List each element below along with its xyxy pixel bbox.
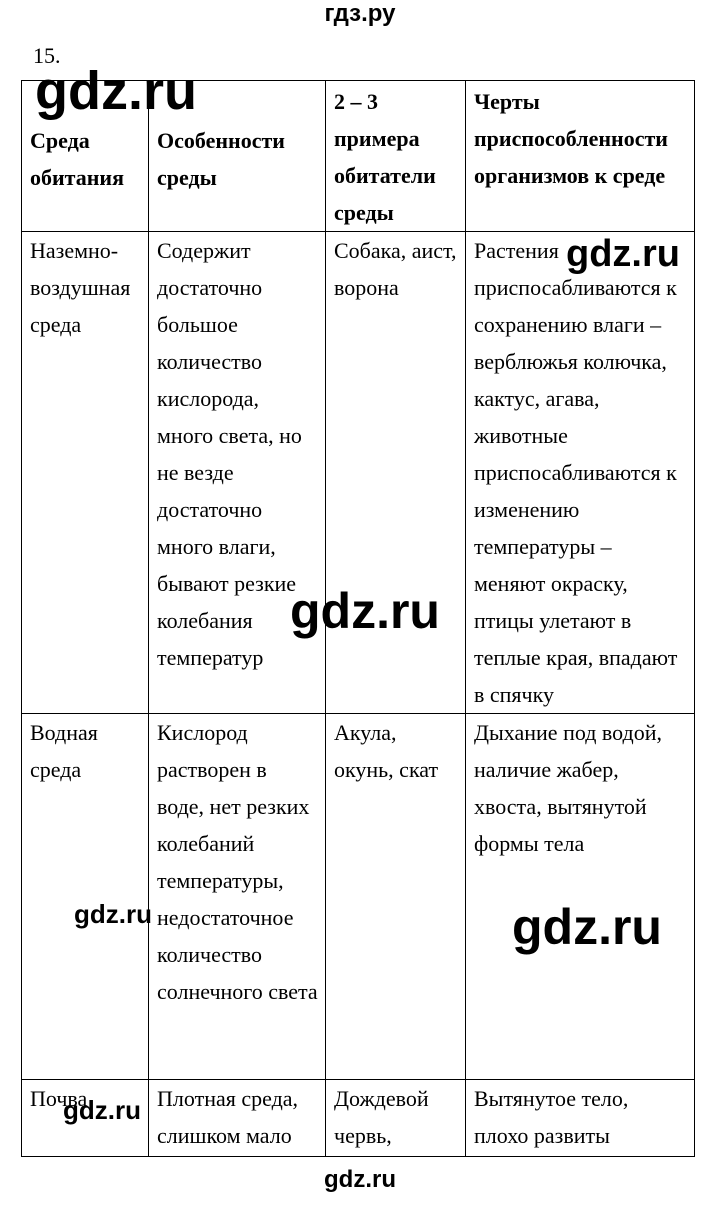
cell-features: Кислород растворен в воде, нет резких колебаний температуры, недостаточное количество солнечного света [149, 714, 326, 1080]
table-row [22, 1080, 695, 1157]
cell-adaptations: Дыхание под водой, наличие жабер, хвоста, вытянутой формы тела [466, 714, 695, 1080]
cell-examples: Собака, аист, ворона [326, 232, 466, 714]
site-header: гдз.ру [324, 0, 396, 27]
cell-features: Плотная среда, слишком мало [149, 1080, 326, 1157]
cell-adaptations: Вытянутое тело, плохо развиты [466, 1080, 695, 1157]
cell-examples: Дождевой червь, [326, 1080, 466, 1157]
header-adaptations: Черты приспособленности организмов к среде [466, 81, 695, 232]
header-features: Особенности среды [149, 81, 326, 232]
cell-adaptations: Растения приспосабливаются к сохранению влаги – верблюжья колючка, кактус, агава, животные приспосабливаются к изменению температуры – меняют окраску, птицы улетают в теплые края, впадают в спячку [466, 232, 695, 714]
cell-features: Содержит достаточно большое количество кислорода, много света, но не везде достаточно много влаги, бывают резкие колебания температур [149, 232, 326, 714]
watermark: gdz.ru [63, 1095, 141, 1125]
task-number: 15. [33, 43, 61, 68]
cell-habitat: Водная среда [22, 714, 149, 1080]
table-row [22, 714, 695, 1080]
table-header-row [22, 81, 695, 232]
watermark: gdz.ru [35, 61, 197, 121]
habitat-table [21, 80, 695, 1157]
watermark: gdz.ru [566, 233, 680, 275]
cell-examples: Акула, окунь, скат [326, 714, 466, 1080]
cell-habitat: Наземно-воздушная среда [22, 232, 149, 714]
watermark: gdz.ru [512, 899, 662, 955]
header-habitat: Среда обитания [22, 81, 149, 232]
watermark: gdz.ru [290, 583, 440, 639]
site-footer: gdz.ru [324, 1166, 396, 1193]
table-row [22, 232, 695, 714]
header-examples: 2 – 3 примера обитатели среды [326, 81, 466, 232]
watermark: gdz.ru [74, 899, 152, 929]
cell-habitat: Почва [22, 1080, 149, 1157]
